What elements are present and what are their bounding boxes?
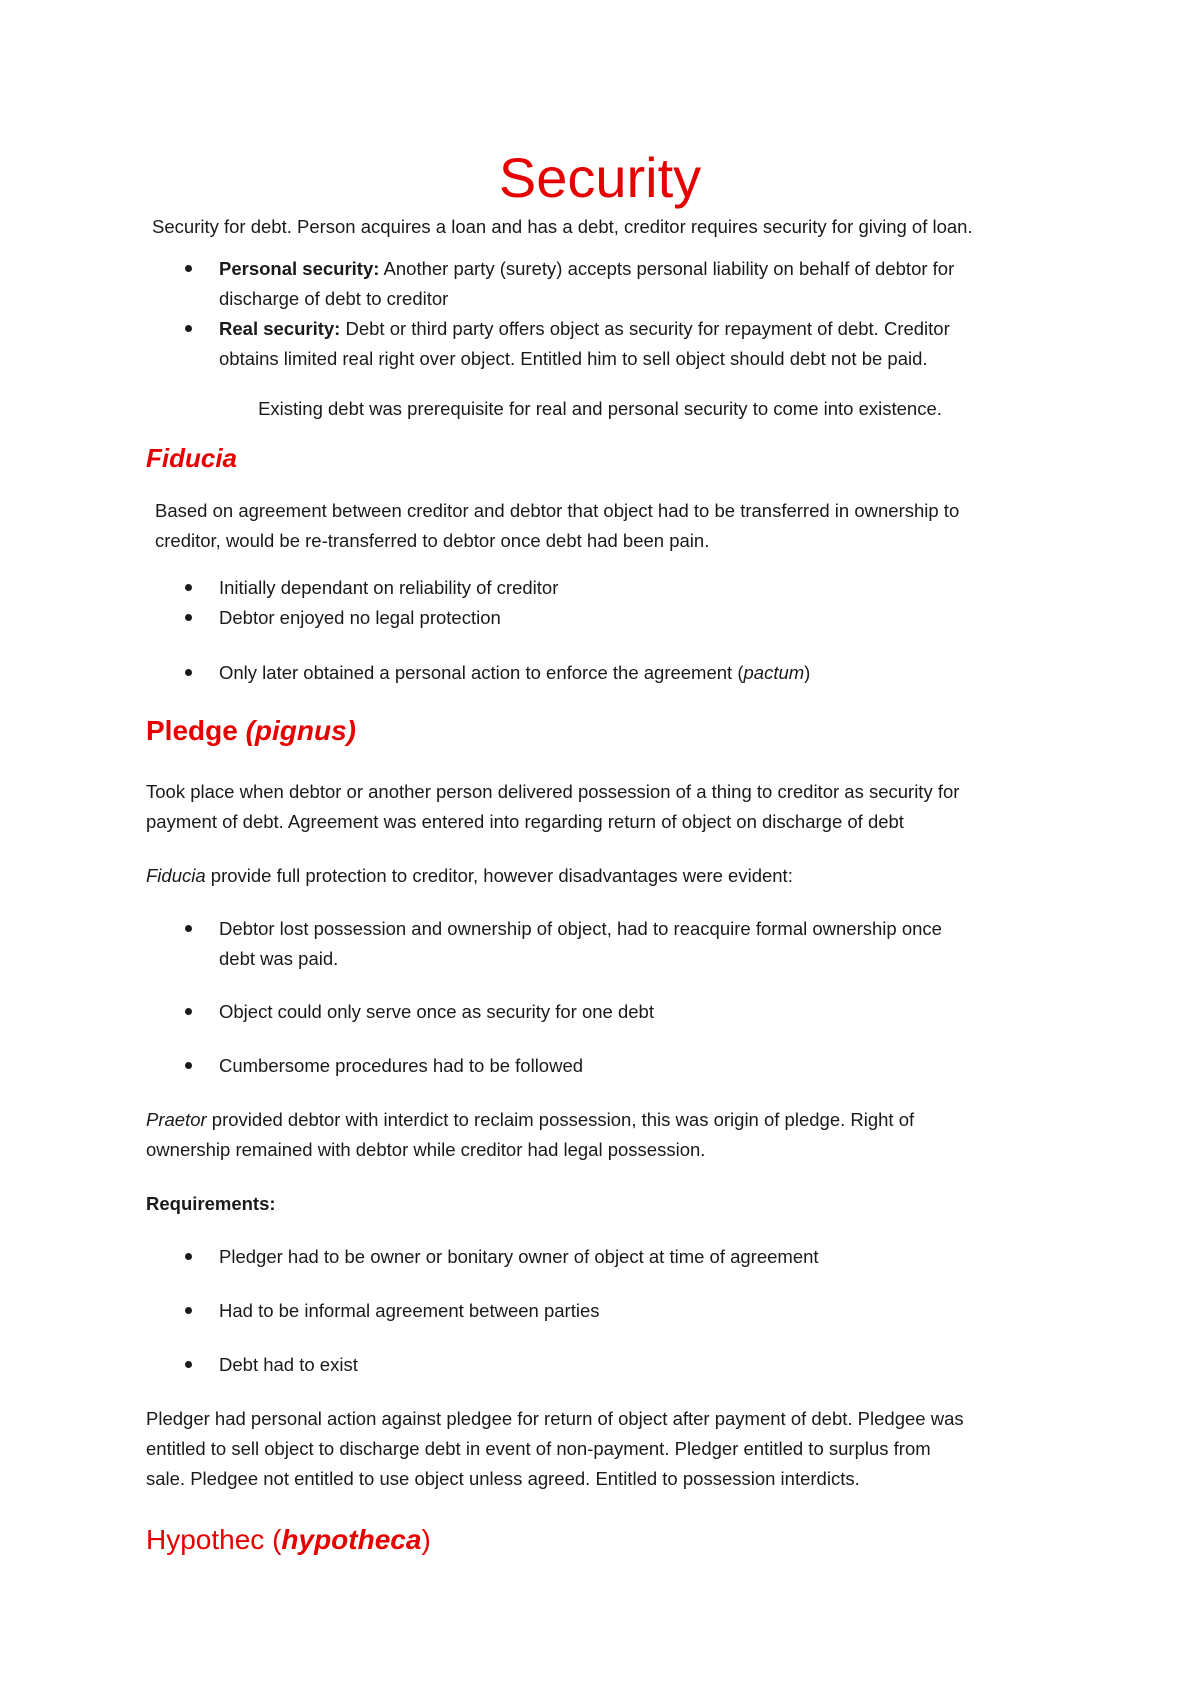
heading-latin-term: hypotheca <box>281 1524 422 1555</box>
list-item: Debtor enjoyed no legal protection <box>219 607 501 628</box>
bullet-icon <box>185 1307 192 1314</box>
praetor-paragraph-line: ownership remained with debtor while creditor had legal possession. <box>146 1139 706 1160</box>
list-item: Pledger had to be owner or bonitary owner of object at time of agreement <box>219 1246 819 1267</box>
fiducia-paragraph-line: creditor, would be re-transferred to debtor once debt had been pain. <box>155 530 710 551</box>
list-item: Debtor lost possession and ownership of object, had to reacquire formal ownership once <box>219 918 942 939</box>
pledger-paragraph-line: entitled to sell object to discharge debt in event of non-payment. Pledger entitled to surplus from <box>146 1438 931 1459</box>
bullet-icon <box>185 265 192 272</box>
bullet-icon <box>185 584 192 591</box>
list-item-text: Another party (surety) accepts personal liability on behalf of debtor for <box>379 258 955 279</box>
latin-term: pactum <box>743 662 805 683</box>
bullet-icon <box>185 1062 192 1069</box>
list-item: Had to be informal agreement between parties <box>219 1300 600 1321</box>
list-item-text: ) <box>804 662 811 683</box>
pledger-paragraph-line: Pledger had personal action against pledgee for return of object after payment of debt. Pledgee was <box>146 1408 964 1429</box>
intro-paragraph: Security for debt. Person acquires a loan and has a debt, creditor requires security for giving of loan. <box>152 216 973 237</box>
paragraph-text: provided debtor with interdict to reclaim possession, this was origin of pledge. Right of <box>206 1109 915 1130</box>
section-heading-fiducia: Fiducia <box>146 443 238 473</box>
praetor-paragraph-line <box>146 1105 914 1135</box>
list-item <box>219 658 810 688</box>
section-heading-pledge <box>146 712 356 750</box>
page-title: Security <box>498 146 702 209</box>
list-item-text: Debt or third party offers object as security for repayment of debt. Creditor <box>340 318 950 339</box>
bullet-icon <box>185 325 192 332</box>
requirements-label-text: Requirements: <box>146 1193 276 1214</box>
term-label: Real security: <box>219 318 341 339</box>
paragraph-text: provide full protection to creditor, however disadvantages were evident: <box>205 865 793 886</box>
bullet-icon <box>185 1008 192 1015</box>
heading-text: Pledge <box>146 715 246 746</box>
pledge-paragraph-line: Took place when debtor or another person delivered possession of a thing to creditor as security for <box>146 781 960 802</box>
list-item-personal-security <box>219 254 954 284</box>
list-item-continuation: debt was paid. <box>219 948 339 969</box>
section-heading-hypothec <box>146 1521 431 1559</box>
list-item: Debt had to exist <box>219 1354 358 1375</box>
list-item: Object could only serve once as security for one debt <box>219 1001 654 1022</box>
list-item-continuation: obtains limited real right over object. Entitled him to sell object should debt not be paid. <box>219 348 928 369</box>
list-item: Cumbersome procedures had to be followed <box>219 1055 584 1076</box>
bullet-icon <box>185 1361 192 1368</box>
pledge-paragraph <box>146 861 793 891</box>
list-item: Initially dependant on reliability of creditor <box>219 577 559 598</box>
existing-debt-note: Existing debt was prerequisite for real and personal security to come into existence. <box>258 398 942 419</box>
fiducia-paragraph-line: Based on agreement between creditor and debtor that object had to be transferred in ownership to <box>155 500 960 521</box>
pledger-paragraph-line: sale. Pledgee not entitled to use object unless agreed. Entitled to possession interdicts. <box>146 1468 860 1489</box>
requirements-label <box>146 1189 276 1219</box>
bullet-icon <box>185 925 192 932</box>
latin-term: Praetor <box>146 1109 207 1130</box>
list-item-real-security <box>219 314 950 344</box>
bullet-icon <box>185 1253 192 1260</box>
heading-text: ) <box>421 1524 431 1555</box>
pledge-paragraph-line: payment of debt. Agreement was entered into regarding return of object on discharge of debt <box>146 811 904 832</box>
latin-term: Fiducia <box>146 865 206 886</box>
list-item-text: Only later obtained a personal action to enforce the agreement ( <box>219 662 744 683</box>
bullet-icon <box>185 669 192 676</box>
heading-text: Hypothec ( <box>146 1524 282 1555</box>
term-label: Personal security: <box>219 258 380 279</box>
heading-latin-term: (pignus) <box>245 715 357 746</box>
list-item-continuation: discharge of debt to creditor <box>219 288 449 309</box>
bullet-icon <box>185 614 192 621</box>
